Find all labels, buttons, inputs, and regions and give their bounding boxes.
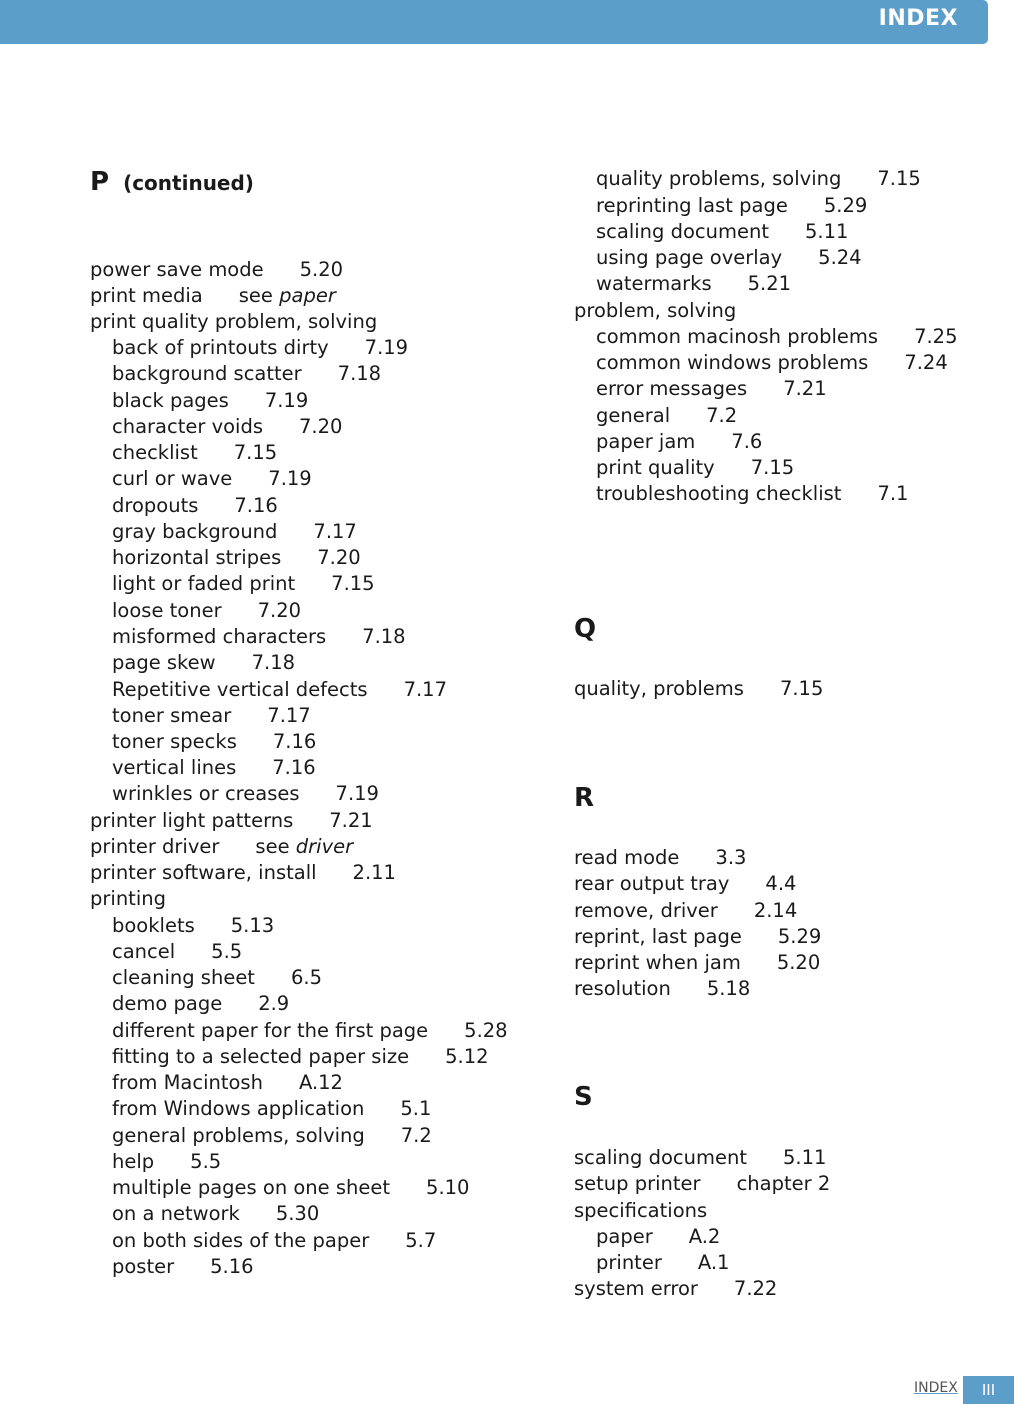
- index-subentry: background scatter 7.18: [112, 362, 382, 385]
- index-subentry: loose toner 7.20: [112, 599, 302, 622]
- index-entry: problem, solving: [574, 299, 737, 322]
- index-subentry: character voids 7.20: [112, 415, 343, 438]
- header-title: INDEX: [878, 6, 958, 31]
- footer-page-number: III: [963, 1376, 1014, 1404]
- index-subentry: general 7.2: [596, 404, 738, 427]
- index-entry: scaling document 5.11: [574, 1146, 827, 1169]
- index-entry: setup printer chapter 2: [574, 1172, 831, 1195]
- index-header-bar: [0, 0, 988, 44]
- index-subentry: different paper for the first page 5.28: [112, 1019, 508, 1042]
- index-subentry: misformed characters 7.18: [112, 625, 406, 648]
- index-subentry: watermarks 5.21: [596, 272, 792, 295]
- index-subentry: from Windows application 5.1: [112, 1097, 432, 1120]
- section-continued-label: (continued): [123, 171, 254, 195]
- index-subentry: quality problems, solving 7.15: [596, 167, 921, 190]
- index-entry: printer driver see driver: [90, 835, 354, 858]
- index-subentry: troubleshooting checklist 7.1: [596, 482, 909, 505]
- index-subentry: dropouts 7.16: [112, 494, 278, 517]
- index-subentry: paper A.2: [596, 1225, 721, 1248]
- section-heading-s: S: [574, 1082, 593, 1112]
- index-subentry: common windows problems 7.24: [596, 351, 948, 374]
- index-subentry: toner specks 7.16: [112, 730, 317, 753]
- index-subentry: reprinting last page 5.29: [596, 194, 868, 217]
- index-subentry: gray background 7.17: [112, 520, 357, 543]
- index-subentry: booklets 5.13: [112, 914, 275, 937]
- index-subentry: help 5.5: [112, 1150, 222, 1173]
- section-heading-q: Q: [574, 614, 597, 644]
- index-subentry: on a network 5.30: [112, 1202, 320, 1225]
- index-subentry: page skew 7.18: [112, 651, 296, 674]
- index-subentry: error messages 7.21: [596, 377, 827, 400]
- index-entry: resolution 5.18: [574, 977, 751, 1000]
- index-subentry: cancel 5.5: [112, 940, 243, 963]
- index-entry: rear output tray 4.4: [574, 872, 797, 895]
- index-subentry: common macinosh problems 7.25: [596, 325, 958, 348]
- index-subentry: poster 5.16: [112, 1255, 254, 1278]
- index-subentry: vertical lines 7.16: [112, 756, 316, 779]
- index-subentry: multiple pages on one sheet 5.10: [112, 1176, 470, 1199]
- index-entry: printer light patterns 7.21: [90, 809, 373, 832]
- index-subentry: back of printouts dirty 7.19: [112, 336, 409, 359]
- index-subentry: toner smear 7.17: [112, 704, 311, 727]
- index-subentry: from Macintosh A.12: [112, 1071, 343, 1094]
- index-subentry: wrinkles or creases 7.19: [112, 782, 379, 805]
- index-entry: read mode 3.3: [574, 846, 747, 869]
- index-subentry: paper jam 7.6: [596, 430, 763, 453]
- index-entry: printing: [90, 887, 166, 910]
- index-subentry: using page overlay 5.24: [596, 246, 862, 269]
- index-subentry: black pages 7.19: [112, 389, 309, 412]
- index-subentry: scaling document 5.11: [596, 220, 849, 243]
- index-subentry: demo page 2.9: [112, 992, 290, 1015]
- index-subentry: light or faded print 7.15: [112, 572, 375, 595]
- index-entry: printer software, install 2.11: [90, 861, 396, 884]
- index-subentry: horizontal stripes 7.20: [112, 546, 361, 569]
- index-subentry: on both sides of the paper 5.7: [112, 1229, 437, 1252]
- index-entry: reprint, last page 5.29: [574, 925, 822, 948]
- index-entry: reprint when jam 5.20: [574, 951, 821, 974]
- index-entry: quality, problems 7.15: [574, 677, 824, 700]
- index-entry: remove, driver 2.14: [574, 899, 798, 922]
- index-subentry: general problems, solving 7.2: [112, 1124, 432, 1147]
- section-heading-p: [90, 167, 254, 197]
- index-entry: print quality problem, solving: [90, 310, 378, 333]
- section-heading-r: R: [574, 783, 595, 813]
- section-letter-p: P: [90, 167, 110, 197]
- index-subentry: print quality 7.15: [596, 456, 795, 479]
- footer-section-label: INDEX: [914, 1380, 958, 1396]
- index-subentry: fitting to a selected paper size 5.12: [112, 1045, 489, 1068]
- index-entry: system error 7.22: [574, 1277, 778, 1300]
- index-subentry: curl or wave 7.19: [112, 467, 312, 490]
- index-subentry: checklist 7.15: [112, 441, 278, 464]
- index-subentry: Repetitive vertical defects 7.17: [112, 678, 447, 701]
- index-entry: print media see paper: [90, 284, 336, 307]
- index-entry: power save mode 5.20: [90, 258, 344, 281]
- index-subentry: cleaning sheet 6.5: [112, 966, 322, 989]
- index-subentry: printer A.1: [596, 1251, 730, 1274]
- index-entry: specifications: [574, 1199, 708, 1222]
